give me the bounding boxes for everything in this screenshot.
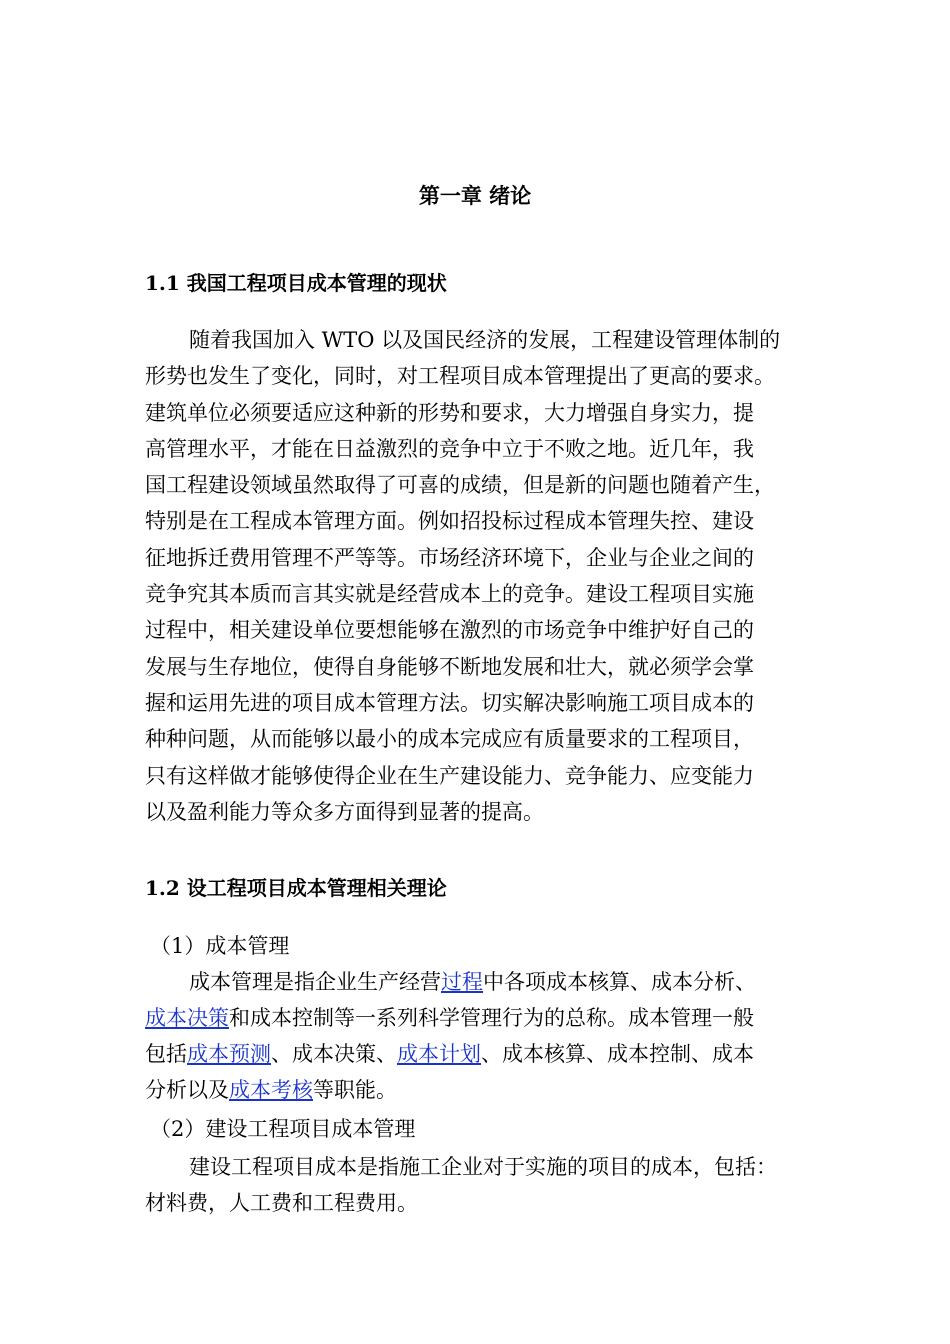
text-run: 成本管理是指企业生产经营 — [189, 970, 441, 994]
link-cost-assessment[interactable]: 成本考核 — [229, 1078, 313, 1102]
paragraph-line: 竞争究其本质而言其实就是经营成本上的竞争。建设工程项目实施 — [145, 582, 754, 607]
paragraph-line: 形势也发生了变化，同时，对工程项目成本管理提出了更高的要求。 — [145, 364, 775, 389]
paragraph-line: 建设工程项目成本是指施工企业对于实施的项目的成本，包括： — [189, 1155, 777, 1179]
paragraph-line: 高管理水平，才能在日益激烈的竞争中立于不败之地。近几年，我 — [145, 436, 754, 461]
text-run: 和成本控制等一系列科学管理行为的总称。成本管理一般 — [229, 1006, 754, 1030]
section-1-heading: 1.1 我国工程项目成本管理的现状 — [145, 271, 447, 295]
paragraph-line: 材料费，人工费和工程费用。 — [145, 1191, 418, 1215]
paragraph-line: 握和运用先进的项目成本管理方法。切实解决影响施工项目成本的 — [145, 690, 754, 715]
paragraph-line: 特别是在工程成本管理方面。例如招投标过程成本管理失控、建设 — [145, 509, 754, 534]
section-2-heading: 1.2 设工程项目成本管理相关理论 — [145, 876, 447, 900]
subsection-2-title: （2）建设工程项目成本管理 — [150, 1117, 416, 1141]
text-run: 中各项成本核算、成本分析、 — [483, 970, 756, 994]
paragraph-line: 建筑单位必须要适应这种新的形势和要求，大力增强自身实力，提 — [145, 400, 754, 425]
paragraph-line — [145, 964, 815, 1000]
text-run: 分析以及 — [145, 1078, 229, 1102]
text-run: 、成本核算、成本控制、成本 — [481, 1042, 754, 1066]
section-1-paragraph — [145, 322, 815, 830]
subsection-1-paragraph — [145, 964, 815, 1108]
link-process[interactable]: 过程 — [441, 970, 483, 994]
link-cost-forecast[interactable]: 成本预测 — [187, 1042, 271, 1066]
paragraph-line — [145, 1072, 815, 1108]
subsection-2-paragraph — [145, 1149, 815, 1221]
paragraph-line: 过程中，相关建设单位要想能够在激烈的市场竞争中维护好自己的 — [145, 618, 754, 643]
link-cost-plan[interactable]: 成本计划 — [397, 1042, 481, 1066]
paragraph-line: 随着我国加入 WTO 以及国民经济的发展，工程建设管理体制的 — [189, 328, 781, 352]
paragraph-line: 种种问题，从而能够以最小的成本完成应有质量要求的工程项目， — [145, 727, 754, 752]
text-run: 、成本决策、 — [271, 1042, 397, 1066]
paragraph-line: 征地拆迁费用管理不严等等。市场经济环境下，企业与企业之间的 — [145, 545, 754, 570]
text-run: 包括 — [145, 1042, 187, 1066]
subsection-1-title: （1）成本管理 — [150, 934, 290, 958]
paragraph-line — [145, 1036, 815, 1072]
paragraph-line: 以及盈利能力等众多方面得到显著的提高。 — [145, 799, 544, 824]
chapter-title: 第一章 绪论 — [418, 183, 532, 208]
paragraph-line — [145, 1000, 815, 1036]
text-run: 等职能。 — [313, 1078, 397, 1102]
paragraph-line: 国工程建设领域虽然取得了可喜的成绩，但是新的问题也随着产生， — [145, 473, 775, 498]
link-cost-decision[interactable]: 成本决策 — [145, 1006, 229, 1030]
paragraph-line: 发展与生存地位，使得自身能够不断地发展和壮大，就必须学会掌 — [145, 654, 754, 679]
paragraph-line: 只有这样做才能够使得企业在生产建设能力、竞争能力、应变能力 — [145, 763, 754, 788]
